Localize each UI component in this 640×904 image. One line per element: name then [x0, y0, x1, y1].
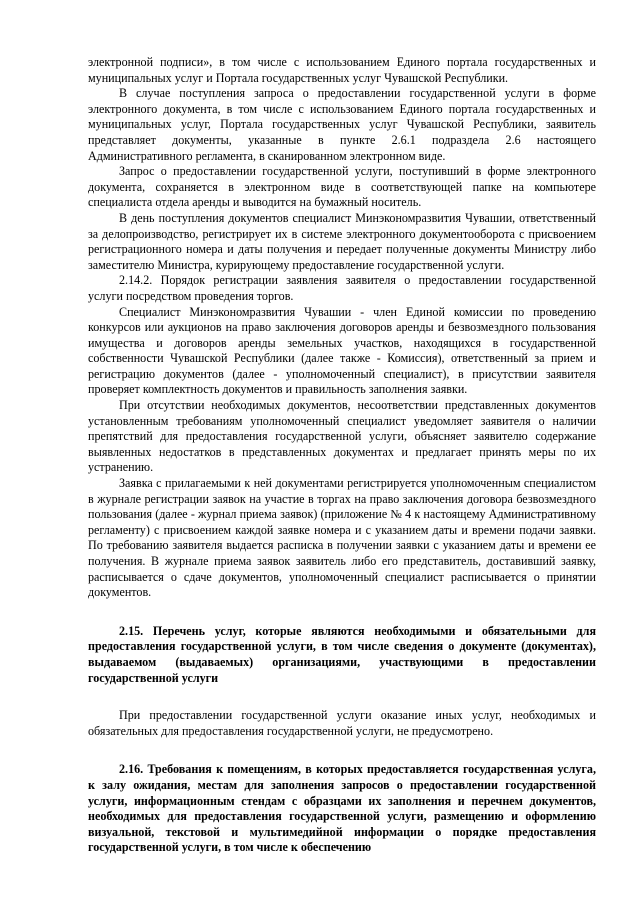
- paragraph-registration-day: В день поступления документов специалист Минэкономразвития Чувашии, ответственный за делопроизводство, регистрирует их в системе электронного документооборота с присвоением регистрационного номера и даты получения и передает полученные документы Министру либо заместителю Министра, курирующему предоставление государственной услуги.: [88, 210, 596, 272]
- paragraph-2-14-2: 2.14.2. Порядок регистрации заявления заявителя о предоставлении государственной услуги посредством проведения торгов.: [88, 273, 596, 303]
- section-spacer: [88, 686, 596, 708]
- section-spacer: [88, 739, 596, 762]
- document-page: [88, 55, 596, 856]
- paragraph-request-storage: Запрос о предоставлении государственной услуги, поступивший в форме электронного документа, сохраняется в электронном виде в соответствующей папке на компьютере специалиста отдела аренды и выводится на бумажный носитель.: [88, 164, 596, 210]
- section-spacer: [88, 601, 596, 624]
- paragraph-2-15: При предоставлении государственной услуги оказание иных услуг, необходимых и обязательных для предоставления государственной услуги, не предусмотрено.: [88, 708, 596, 738]
- paragraph-application-registration: Заявка с прилагаемыми к ней документами регистрируется уполномоченным специалистом в журнале регистрации заявок на участие в торгах на право заключения договора безвозмездного пользования (далее - журнал приема заявок) (приложение № 4 к настоящему Административному регламенту) с присвоением каждой заявке номера и с указанием даты и времени подачи заявки. По требованию заявителя выдается расписка в получении заявки с указанием даты и времени ее получения. В журнале приема заявок заявитель либо его представитель, доставивший заявку, расписывается о сдаче документов, уполномоченный специалист расписывается о принятии документов.: [88, 476, 596, 600]
- section-heading-2-16: 2.16. Требования к помещениям, в которых предоставляется государственная услуга, к залу ожидания, местам для заполнения запросов о предоставлении государственной услуги, информационным стендам с образцами их заполнения и перечнем документов, необходимых для предоставления государственной услуги, размещению и оформлению визуальной, текстовой и мультимедийной информации о порядке предоставления государственной услуги, в том числе к обеспечению: [88, 762, 596, 855]
- paragraph-electronic-request: В случае поступления запроса о предоставлении государственной услуги в форме электронного документа, в том числе с использованием Единого портала государственных и муниципальных услуг, Портала государственных услуг Чувашской Республики, заявитель представляет документы, указанные в пункте 2.6.1 подраздела 2.6 настоящего Административного регламента, в сканированном электронном виде.: [88, 86, 596, 163]
- paragraph-missing-documents: При отсутствии необходимых документов, несоответствии представленных документов установленным требованиям уполномоченный специалист уведомляет заявителя о наличии препятствий для предоставления государственной услуги, объясняет заявителю содержание выявленных недостатков в представленных документах и предлагает принять меры по их устранению.: [88, 398, 596, 475]
- section-heading-2-15: 2.15. Перечень услуг, которые являются необходимыми и обязательными для предоставления государственной услуги, в том числе сведения о документе (документах), выдаваемом (выдаваемых) организациями, участвующими в предоставлении государственной услуги: [88, 623, 596, 685]
- paragraph-electronic-signature: электронной подписи», в том числе с использованием Единого портала государственных и муниципальных услуг и Портала государственных услуг Чувашской Республики.: [88, 55, 596, 85]
- paragraph-specialist-check: Специалист Минэкономразвития Чувашии - член Единой комиссии по проведению конкурсов или аукционов на право заключения договоров аренды и безвозмездного пользования имущества и договоров аренды земельных участков, находящихся в государственной собственности Чувашской Республики (далее также - Комиссия), ответственный за прием и регистрацию документов (далее - уполномоченный специалист), в присутствии заявителя проверяет комплектность документов и правильность заполнения заявки.: [88, 304, 596, 397]
